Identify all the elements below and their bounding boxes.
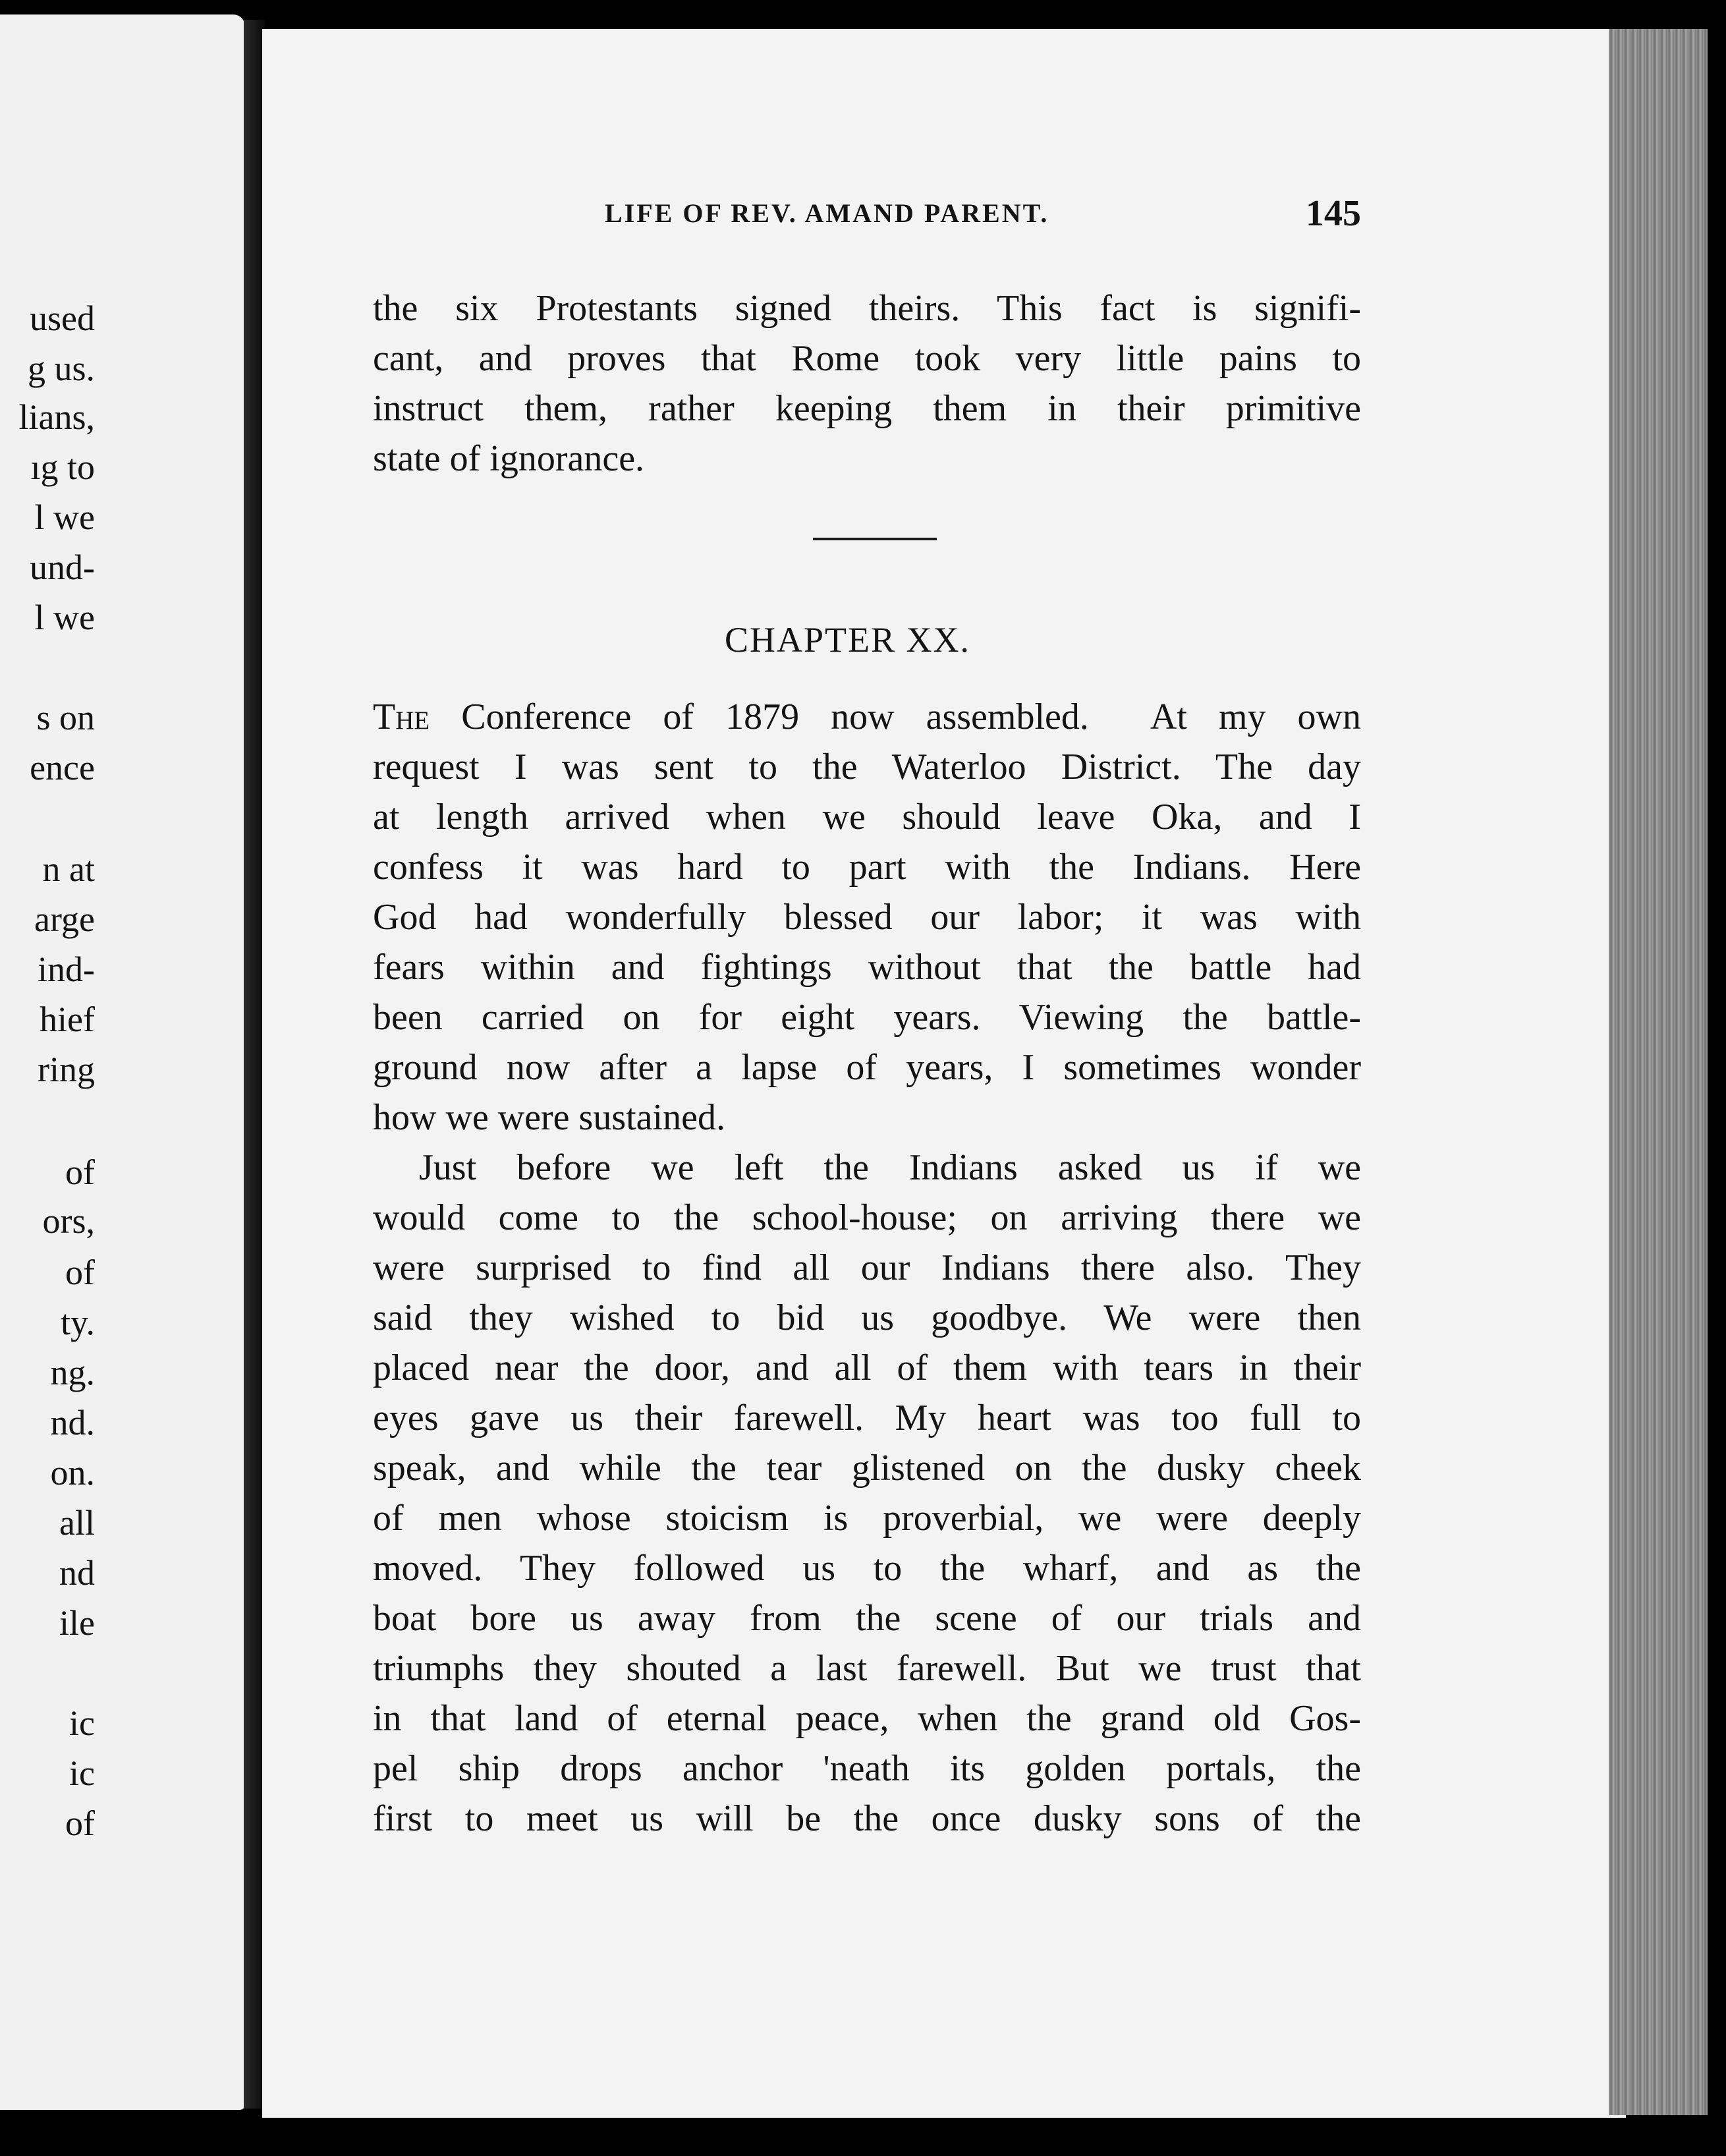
left-fragment: ic <box>69 1703 95 1743</box>
text-line: would come to the school-house; on arriving there we <box>373 1197 1361 1238</box>
text-line: eyes gave us their farewell. My heart was too full to <box>373 1398 1361 1438</box>
text-line: ground now after a lapse of years, I sometimes wonder <box>373 1047 1361 1088</box>
left-fragment: ty. <box>61 1303 95 1342</box>
left-fragment: ıg to <box>30 447 95 487</box>
left-fragment: on. <box>50 1453 95 1492</box>
text-line: of men whose stoicism is proverbial, we were deeply <box>373 1498 1361 1539</box>
page-number: 145 <box>1306 193 1361 234</box>
text-line: been carried on for eight years. Viewing the battle- <box>373 997 1361 1038</box>
section-divider <box>813 538 937 540</box>
left-fragment: all <box>59 1503 95 1543</box>
text-line: God had wonderfully blessed our labor; it was with <box>373 897 1361 938</box>
text-line: at length arrived when we should leave Oka, and I <box>373 797 1361 837</box>
left-fragment: g us. <box>27 349 95 388</box>
text-line: said they wished to bid us goodbye. We were then <box>373 1297 1361 1338</box>
left-fragment: und- <box>30 548 95 587</box>
left-fragment: l we <box>34 497 95 537</box>
chapter-paragraph-1 <box>373 692 1361 1143</box>
left-fragment: used <box>30 298 95 338</box>
text-line: confess it was hard to part with the Indians. Here <box>373 847 1361 888</box>
left-fragment: l we <box>34 598 95 637</box>
left-fragment: n at <box>42 849 95 889</box>
text-line: fears within and fightings without that the battle had <box>373 947 1361 988</box>
left-fragment: nd <box>59 1553 95 1593</box>
text-line: first to meet us will be the once dusky sons of the <box>373 1798 1361 1839</box>
text-line: moved. They followed us to the wharf, and as the <box>373 1548 1361 1589</box>
text-line: were surprised to find all our Indians there also. They <box>373 1247 1361 1288</box>
left-fragment: hief <box>40 1000 95 1039</box>
left-fragment: ile <box>59 1603 95 1643</box>
text-line: cant, and proves that Rome took very little pains to <box>373 338 1361 379</box>
page-edges <box>1609 29 1708 2115</box>
text-line: request I was sent to the Waterloo District. The day <box>373 747 1361 787</box>
text-line: pel ship drops anchor 'neath its golden portals, the <box>373 1748 1361 1789</box>
text-line: triumphs they shouted a last farewell. But we trust that <box>373 1648 1361 1689</box>
text-line: Just before we left the Indians asked us if we <box>419 1147 1361 1188</box>
left-fragment: of <box>65 1803 95 1843</box>
left-fragment: nd. <box>50 1403 95 1442</box>
text-line: the six Protestants signed theirs. This fact is signifi- <box>373 288 1361 329</box>
left-fragment: ring <box>38 1050 95 1089</box>
text-line: placed near the door, and all of them with tears in their <box>373 1348 1361 1388</box>
left-fragment: lians, <box>18 397 95 437</box>
left-fragment: ng. <box>50 1353 95 1392</box>
running-header: LIFE OF REV. AMAND PARENT. <box>605 198 1049 228</box>
text-line: state of ignorance. <box>373 438 645 479</box>
left-fragment: of <box>65 1253 95 1292</box>
text-line: boat bore us away from the scene of our trials and <box>373 1598 1361 1639</box>
left-page <box>0 14 245 2110</box>
text-line: instruct them, rather keeping them in their primitive <box>373 388 1361 429</box>
text-line <box>373 692 1361 742</box>
left-fragment: ors, <box>42 1201 95 1241</box>
text-line-rest: Conference of 1879 now assembled. At my own <box>430 696 1361 737</box>
opening-word: The <box>373 696 430 737</box>
text-line: how we were sustained. <box>373 1097 725 1138</box>
left-fragment: ind- <box>38 950 95 989</box>
left-fragment: of <box>65 1152 95 1192</box>
left-fragment: arge <box>34 899 95 939</box>
chapter-title: CHAPTER XX. <box>725 620 971 660</box>
chapter-paragraph-2 <box>373 1143 1361 1844</box>
continuation-paragraph <box>373 283 1361 484</box>
left-fragment: ic <box>69 1753 95 1793</box>
left-fragment: ence <box>30 748 95 787</box>
text-line: speak, and while the tear glistened on the dusky cheek <box>373 1448 1361 1489</box>
left-fragment: s on <box>36 698 95 737</box>
text-line: in that land of eternal peace, when the grand old Gos- <box>373 1698 1361 1739</box>
